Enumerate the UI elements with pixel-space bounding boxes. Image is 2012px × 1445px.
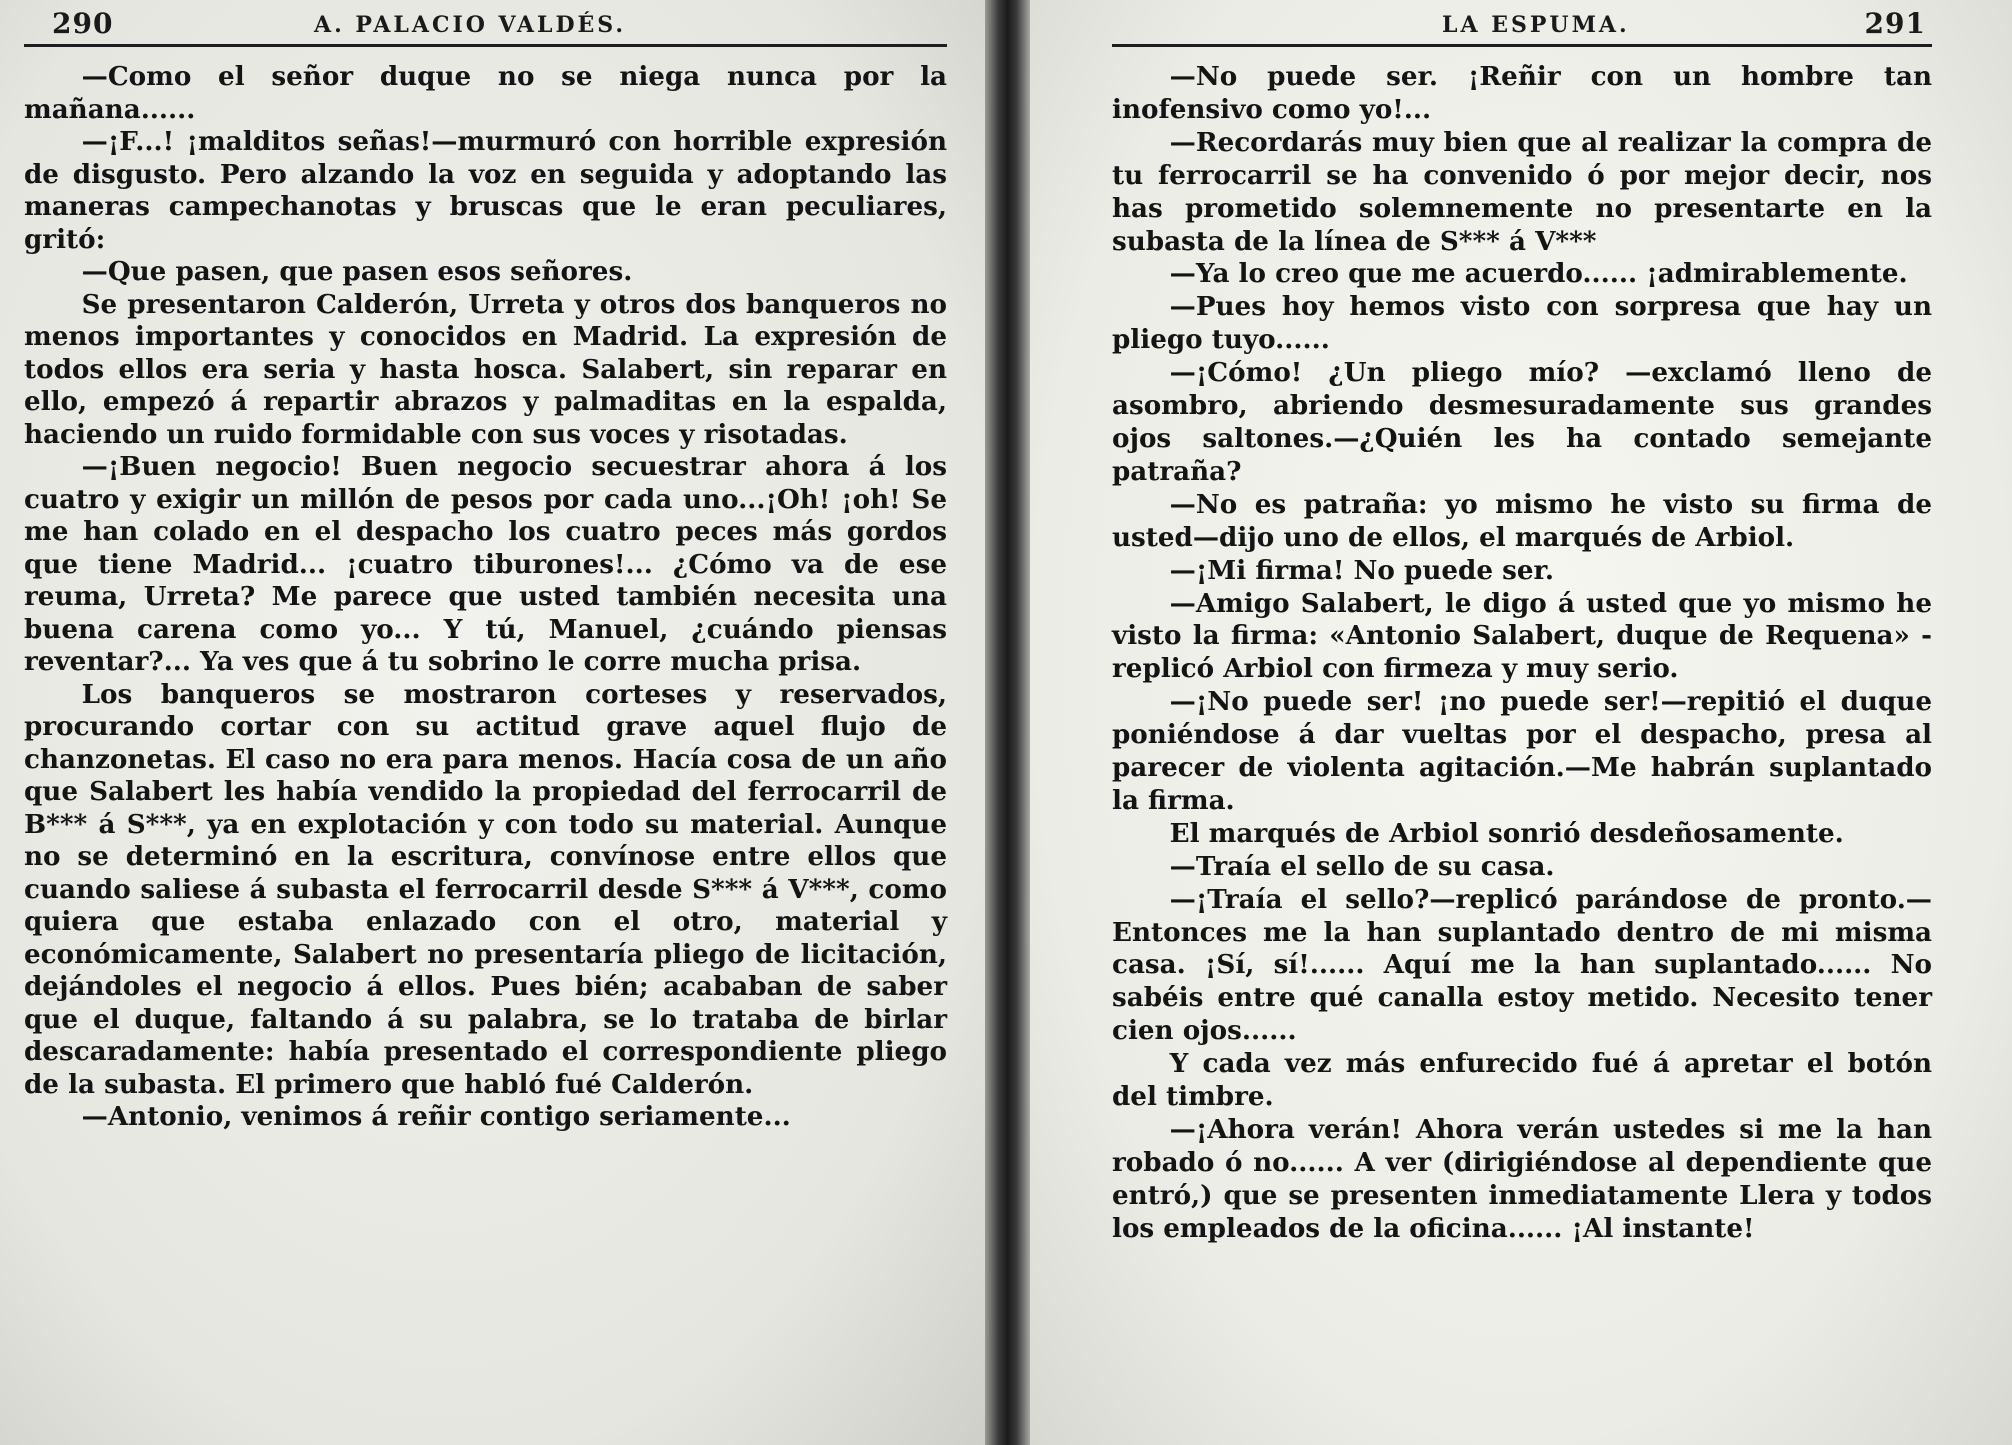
left-page: [0, 0, 985, 1445]
paragraph: —Que pasen, que pasen esos señores.: [81, 256, 633, 287]
paragraph: —¡Mi firma! No puede ser.: [1169, 554, 1555, 586]
paragraph: —Recordarás muy bien que al realizar la compra de tu ferrocarril se ha convenido ó por mejor decir, nos has prometido solemnemente no presentarte en la subasta de la línea de S*** á V***: [1112, 126, 1932, 257]
paragraph: —No es patraña: yo mismo he visto su firma de usted—dijo uno de ellos, el marqués de Arbiol.: [1112, 488, 1932, 553]
left-running-title: A. PALACIO VALDÉS.: [314, 12, 627, 38]
paragraph: —Ya lo creo que me acuerdo...... ¡admirablemente.: [1169, 258, 1908, 290]
paragraph: —Amigo Salabert, le digo á usted que yo mismo he visto la firma: «Antonio Salabert, duque de Requena» - replicó Arbiol con firmeza y muy serio.: [1112, 587, 1932, 685]
paragraph: El marqués de Arbiol sonrió desdeñosamente.: [1169, 817, 1844, 849]
right-text-block: [1112, 61, 1932, 1246]
paragraph: —Antonio, venimos á reñir contigo seriamente...: [81, 1101, 791, 1132]
left-text-block: [24, 61, 947, 1134]
paragraph: —No puede ser. ¡Reñir con un hombre tan inofensivo como yo!...: [1112, 61, 1932, 125]
paragraph: —¡Buen negocio! Buen negocio secuestrar ahora á los cuatro y exigir un millón de pesos por cada uno...¡Oh! ¡oh! Se me han colado en el despacho los cuatro peces más gordos que tiene Madrid... ¡cuatro tiburones!... ¿Cómo va de ese reuma, Urreta? Me parece que usted también necesita una buena carena como yo... Y tú, Manuel, ¿cuándo piensas reventar?... Ya ves que á tu sobrino le corre mucha prisa.: [24, 451, 947, 677]
paragraph: Se presentaron Calderón, Urreta y otros dos banqueros no menos importantes y conocidos en Madrid. La expresión de todos ellos era seria y hasta hosca. Salabert, sin reparar en ello, empezó á repartir abrazos y palmaditas en la espalda, haciendo un ruido formidable con sus voces y risotadas.: [24, 288, 947, 450]
right-page-number: 291: [1864, 7, 1926, 40]
paragraph: Los banqueros se mostraron corteses y reservados, procurando cortar con su actitud grave aquel flujo de chanzonetas. El caso no era para menos. Hacía cosa de un año que Salabert les había vendido la propiedad del ferrocarril de B*** á S***, ya en explotación y con todo su material. Aunque no se determinó en la escritura, convínose entre ellos que cuando saliese á subasta el ferrocarril desde S*** á V***, como quiera que estaba enlazado con el otro, material y económicamente, Salabert no presentaría pliego de licitación, dejándoles el negocio á ellos. Pues bién; acababan de saber que el duque, faltando á su palabra, se lo trataba de birlar descaradamente: había presentado el correspondiente pliego de la subasta. El primero que habló fué Calderón.: [24, 678, 947, 1100]
paragraph: —¡Cómo! ¿Un pliego mío? —exclamó lleno de asombro, abriendo desmesuradamente sus grandes ojos saltones.—¿Quién les ha contado semejante patraña?: [1112, 357, 1932, 487]
left-running-head: [24, 0, 947, 47]
right-running-head: [1112, 0, 1932, 47]
book-gutter: [985, 0, 1030, 1445]
paragraph: —¡Traía el sello?—replicó parándose de pronto.—Entonces me la han suplantado dentro de mi misma casa. ¡Sí, sí!...... Aquí me la han suplantado...... No sabéis entre qué canalla estoy metido. Necesito tener cien ojos......: [1112, 883, 1932, 1047]
paragraph: —Como el señor duque no se niega nunca por la mañana......: [24, 61, 947, 125]
left-page-number: 290: [52, 7, 114, 40]
paragraph: —¡F...! ¡malditos señas!—murmuró con horrible expresión de disgusto. Pero alzando la voz en seguida y adoptando las maneras campechanotas y bruscas que le eran peculiares, gritó:: [24, 126, 947, 255]
right-page: [1030, 0, 2012, 1445]
right-running-title: LA ESPUMA.: [1442, 12, 1630, 38]
paragraph: —Traía el sello de su casa.: [1169, 850, 1555, 882]
paragraph: —¡No puede ser! ¡no puede ser!—repitió el duque poniéndose á dar vueltas por el despacho, presa al parecer de violenta agitación.—Me habrán suplantado la firma.: [1112, 686, 1932, 816]
paragraph: —Pues hoy hemos visto con sorpresa que hay un pliego tuyo......: [1112, 291, 1932, 356]
paragraph: —¡Ahora verán! Ahora verán ustedes si me la han robado ó no...... A ver (dirigiéndose al dependiente que entró,) que se presenten inmediatamente Llera y todos los empleados de la oficina...... ¡Al instante!: [1112, 1114, 1932, 1244]
paragraph: Y cada vez más enfurecido fué á apretar el botón del timbre.: [1112, 1048, 1932, 1113]
